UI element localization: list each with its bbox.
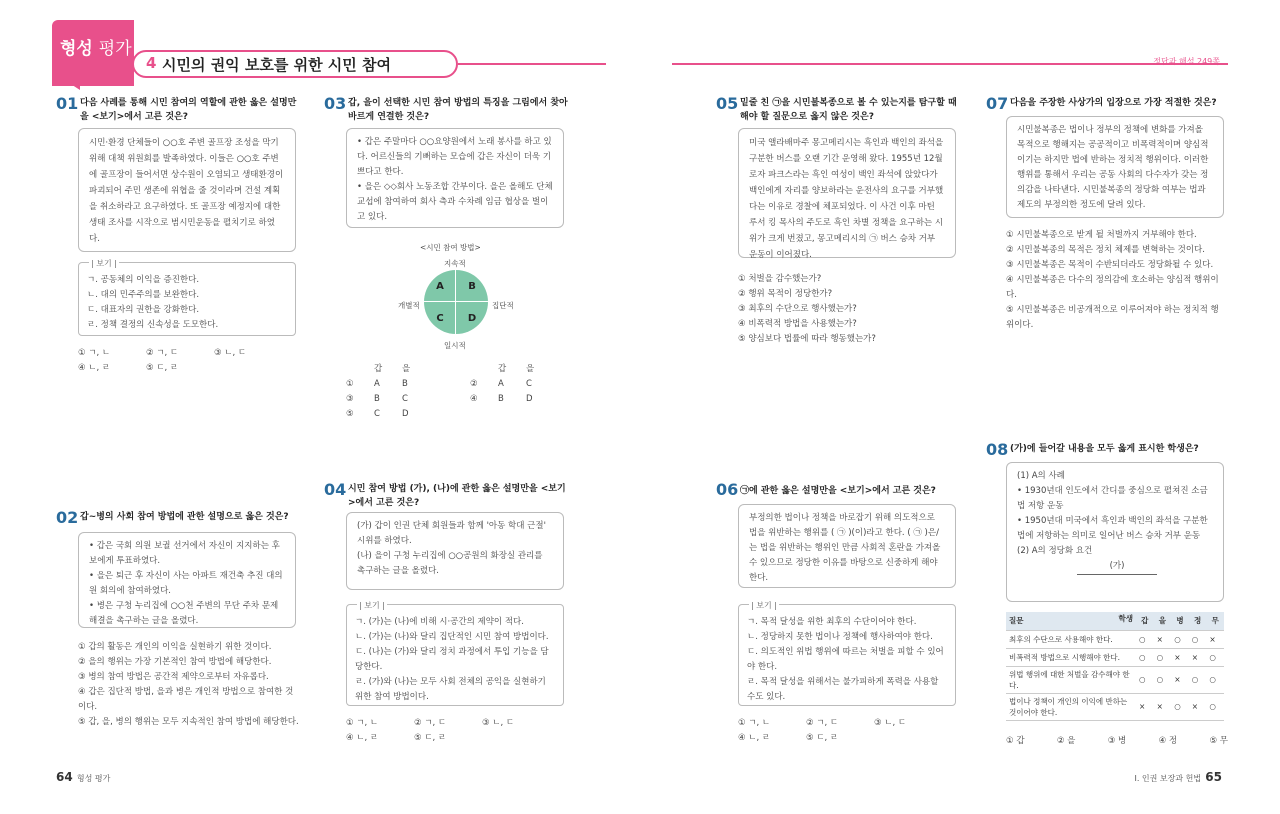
answer-option[interactable]: ② ㄱ, ㄷ: [806, 718, 839, 728]
answer-option[interactable]: ④ 시민불복종은 다수의 정의감에 호소하는 양심적 행위이다.: [1006, 275, 1219, 300]
bogi-item: ㄴ. 대의 민주주의를 보완한다.: [87, 290, 200, 300]
section-tag-label: 형성 평가: [60, 39, 132, 59]
table-header-question: 질문 학생: [1006, 612, 1136, 630]
question-number: 04: [324, 480, 347, 499]
answer-option[interactable]: ④ 정: [1158, 736, 1178, 746]
case-title: (1) A의 사례: [1017, 471, 1065, 481]
quadrant-label: A: [436, 280, 444, 292]
student-answer-table: [1006, 612, 1224, 721]
answer-options: [738, 272, 958, 347]
section-tag-pointer: [52, 72, 80, 90]
table-row: 법이나 정책이 개인의 이익에 반하는 것이어야 한다. × × ○ × ○: [1006, 693, 1224, 720]
answer-option[interactable]: ⑤ ㄷ, ㄹ: [414, 733, 447, 743]
question-number: 06: [716, 480, 739, 499]
answer-option[interactable]: ④ ㄴ, ㄹ: [738, 733, 771, 743]
bogi-box: [346, 601, 564, 706]
bogi-item: ㄹ. 정책 결정의 신속성을 도모한다.: [87, 320, 219, 330]
student-header: 정: [1189, 612, 1207, 630]
quadrant-label: C: [436, 312, 444, 324]
page-footer-left: [56, 770, 110, 784]
axis-label-left: 개별적: [398, 301, 420, 310]
passage-item: • 병은 구청 누리집에 ○○천 주변의 무단 주차 문제 해결을 촉구하는 글을 올렸다.: [89, 601, 279, 626]
answer-option[interactable]: ① 처벌을 감수했는가?: [738, 274, 822, 284]
quadrant-label: D: [467, 312, 477, 324]
answer-options: [1006, 734, 1228, 749]
bogi-item: ㄷ. 대표자의 권한을 강화한다.: [87, 305, 200, 315]
footer-label: I. 인권 보장과 헌법: [1134, 774, 1202, 783]
case-item: • 1930년대 인도에서 간디를 중심으로 펼쳐진 소금법 저항 운동: [1017, 486, 1208, 511]
bogi-item: ㄷ. 의도적인 위법 행위에 따르는 처벌을 피할 수 있어야 한다.: [747, 647, 944, 672]
question-text: 갑~병의 사회 참여 방법에 관한 설명으로 옳은 것은?: [80, 512, 289, 522]
answer-options: [1006, 228, 1226, 333]
page-number: 64: [56, 770, 73, 784]
bogi-item: ㄴ. (가)는 (나)와 달리 집단적인 시민 참여 방법이다.: [355, 632, 549, 642]
answer-options: [78, 346, 298, 376]
axis-label-bottom: 일시적: [444, 341, 466, 350]
bogi-label: | 보기 |: [357, 598, 387, 613]
answer-option[interactable]: ③ 시민불복종은 목적이 수반되더라도 정당화될 수 있다.: [1006, 260, 1214, 270]
question-number: 01: [56, 94, 79, 113]
participation-diagram: [424, 270, 488, 334]
answer-option[interactable]: ④ ㄴ, ㄹ: [78, 363, 111, 373]
table-row: 최후의 수단으로 사용해야 한다. ○ × ○ ○ ×: [1006, 630, 1224, 648]
student-header: 병: [1171, 612, 1189, 630]
passage-item: (가) 갑이 인권 단체 회원들과 함께 '아동 학대 근절' 시위를 하였다.: [357, 521, 546, 546]
answer-option[interactable]: ③ ㄴ, ㄷ: [874, 718, 907, 728]
diagram-title: <시민 참여 방법>: [420, 243, 481, 252]
answer-option[interactable]: ⑤ ㄷ, ㄹ: [146, 363, 179, 373]
answer-option[interactable]: ④ 갑은 집단적 방법, 을과 병은 개인적 방법으로 참여한 것이다.: [78, 687, 294, 712]
blank-field: (가): [1077, 559, 1157, 575]
bogi-item: ㄷ. (나)는 (가)와 달리 정치 과정에서 투입 기능을 담당한다.: [355, 647, 549, 672]
question-text: ㉠에 관한 옳은 설명만을 <보기>에서 고른 것은?: [740, 486, 936, 496]
answer-option[interactable]: ② 시민불복종의 목적은 정치 체제를 변혁하는 것이다.: [1006, 245, 1205, 255]
case-item: • 1950년대 미국에서 흑인과 백인의 좌석을 구분한 법에 저항하는 의미로 일어난 버스 승차 거부 운동: [1017, 516, 1208, 541]
student-header: 무: [1206, 612, 1224, 630]
passage-box: 부정의한 법이나 정책을 바로잡기 위해 의도적으로 법을 위반하는 행위를 ( ㉠ )(이)라고 한다. ( ㉠ )은/는 법을 위반하는 행위인 만큼 사회적 혼란을 가져올 수 있으므로 정당한 이유를 바탕으로 신중하게 해야 한다.: [738, 504, 956, 588]
answer-options: [346, 362, 566, 422]
passage-box: [1006, 462, 1224, 602]
column-head: 갑: [498, 364, 507, 374]
bogi-item: ㄱ. 목적 달성을 위한 최후의 수단이어야 한다.: [747, 617, 917, 627]
student-header: 갑: [1136, 612, 1154, 630]
answer-option[interactable]: ① 갑의 활동은 개인의 이익을 실현하기 위한 것이다.: [78, 642, 272, 652]
answer-option[interactable]: ③ B C ④ B D: [346, 394, 533, 404]
quadrant-label: B: [468, 280, 476, 292]
answer-option[interactable]: ⑤ 무: [1209, 736, 1228, 746]
axis-label-top: 지속적: [444, 259, 466, 268]
bogi-box: [738, 601, 956, 706]
passage-item: • 을은 퇴근 후 자신이 사는 아파트 재건축 추진 대의원 회의에 참여하였다.: [89, 571, 283, 596]
question-number: 07: [986, 94, 1009, 113]
bogi-item: ㄱ. (가)는 (나)에 비해 시·공간의 제약이 적다.: [355, 617, 524, 627]
bogi-item: ㄱ. 공동체의 이익을 증진한다.: [87, 275, 200, 285]
answer-option[interactable]: ① ㄱ, ㄴ: [346, 718, 379, 728]
answer-reference: 정답과 해설 249쪽: [1153, 57, 1220, 66]
answer-option[interactable]: ① ㄱ, ㄴ: [738, 718, 771, 728]
answer-options: [346, 716, 566, 746]
question-number: 03: [324, 94, 347, 113]
passage-box: 미국 앨라배마주 몽고메리시는 흑인과 백인의 좌석을 구분한 버스를 오랜 기간 운영해 왔다. 1955년 12월 로자 파크스라는 흑인 여성이 백인 좌석에 앉았다가 백인에게 자리를 양보하라는 운전사의 요구를 거부했다는 이유로 경찰에 체포되었다. 이 사건 이후 마틴 루서 킹 목사의 주도로 흑인 차별 정책을 요구하는 시위가 크게 번졌고, 몽고메리시의 ㉠ 버스 승차 거부 운동이 이어졌다.: [738, 128, 956, 258]
page-footer-right: [1134, 770, 1222, 784]
passage-item: (나) 을이 구청 누리집에 ○○공원의 화장실 관리를 촉구하는 글을 올렸다.: [357, 551, 543, 576]
column-head: 갑: [374, 364, 383, 374]
unit-title: 시민의 권익 보호를 위한 시민 참여: [162, 56, 391, 74]
answer-options: [78, 640, 300, 730]
passage-item: • 갑은 국회 의원 보궐 선거에서 자신이 지지하는 후보에게 투표하였다.: [89, 541, 280, 566]
student-header: 을: [1154, 612, 1172, 630]
bogi-label: | 보기 |: [749, 598, 779, 613]
answer-option[interactable]: ⑤ ㄷ, ㄹ: [806, 733, 839, 743]
footer-label: 형성 평가: [76, 774, 111, 783]
unit-number: 4: [146, 54, 157, 72]
bogi-item: ㄴ. 정당하지 못한 법이나 정책에 행사하여야 한다.: [747, 632, 933, 642]
answer-option[interactable]: ④ ㄴ, ㄹ: [346, 733, 379, 743]
answer-option[interactable]: ② ㄱ, ㄷ: [414, 718, 447, 728]
answer-option[interactable]: ⑤ 양심보다 법률에 따라 행동했는가?: [738, 334, 876, 344]
answer-option[interactable]: ⑤ C D: [346, 409, 409, 419]
passage-item: • 갑은 주말마다 ○○요양원에서 노래 봉사를 하고 있다. 어르신들의 기뻐하는 모습에 갑은 자신이 더욱 기쁘다고 한다.: [357, 137, 552, 177]
answer-option[interactable]: ③ ㄴ, ㄷ: [214, 348, 247, 358]
answer-option[interactable]: ③ ㄴ, ㄷ: [482, 718, 515, 728]
page-number: 65: [1205, 770, 1222, 784]
bogi-item: ㄹ. 목적 달성을 위해서는 불가피하게 폭력을 사용할 수도 있다.: [747, 677, 939, 702]
question-text: 시민 참여 방법 (가), (나)에 관한 옳은 설명만을 <보기>에서 고른 것은?: [348, 484, 566, 508]
answer-option[interactable]: ① 갑: [1006, 736, 1025, 746]
answer-option[interactable]: ① A B ② A C: [346, 379, 532, 389]
question-text: 갑, 을이 선택한 시민 참여 방법의 특징을 그림에서 찾아 바르게 연결한 것은?: [348, 98, 568, 122]
axis-label-right: 집단적: [492, 301, 514, 310]
question-number: 05: [716, 94, 739, 113]
question-text: 밑줄 친 ㉠을 시민불복종으로 볼 수 있는지를 탐구할 때 해야 할 질문으로 옳지 않은 것은?: [740, 98, 957, 122]
question-number: 08: [986, 440, 1009, 459]
answer-option[interactable]: ⑤ 갑, 을, 병의 행위는 모두 지속적인 참여 방법에 해당한다.: [78, 717, 299, 727]
answer-option[interactable]: ④ 비폭력적 방법을 사용했는가?: [738, 319, 857, 329]
answer-option[interactable]: ③ 최후의 수단으로 행사했는가?: [738, 304, 857, 314]
answer-option[interactable]: ⑤ 시민불복종은 비공개적으로 이루어져야 하는 정치적 행위이다.: [1006, 305, 1219, 330]
answer-option[interactable]: ② 을의 행위는 가장 기본적인 참여 방법에 해당한다.: [78, 657, 272, 667]
answer-option[interactable]: ② 을: [1056, 736, 1076, 746]
passage-box: [346, 512, 564, 590]
answer-option[interactable]: ③ 병의 참여 방법은 공간적 제약으로부터 자유롭다.: [78, 672, 269, 682]
answer-option[interactable]: ① ㄱ, ㄴ: [78, 348, 111, 358]
passage-box: 시민불복종은 법이나 정부의 정책에 변화를 가져올 목적으로 행해지는 공공적이고 비폭력적이며 양심적이기는 하지만 법에 반하는 정치적 행위이다. 이러한 행위를 통해서 우리는 공동 사회의 다수자가 갖는 정의감을 나타낸다. 시민불복종의 정당화 여부는 법과 제도의 부정의한 정도에 달려 있다.: [1006, 116, 1224, 218]
passage-box: [346, 128, 564, 228]
passage-item: • 을은 ◇◇회사 노동조합 간부이다. 을은 올해도 단체 교섭에 참여하여 회사 측과 수차례 임금 협상을 벌이고 있다.: [357, 182, 553, 222]
passage-box: 시민·환경 단체들이 ○○호 주변 골프장 조성을 막기 위해 대책 위원회를 발족하였다. 이들은 ○○호 주변에 골프장이 들어서면 상수원이 오염되고 생태환경이 파괴되어 주민 생존에 위협을 줄 것이라며 건설 계획을 취소하라고 요구하였다. 또 골프장 예정지에 대한 생태 조사를 시작으로 범시민운동을 펼치기로 하였다.: [78, 128, 296, 252]
answer-option[interactable]: ③ 병: [1107, 736, 1127, 746]
question-text: (가)에 들어갈 내용을 모두 옳게 표시한 학생은?: [1010, 444, 1199, 454]
answer-option[interactable]: ② 행위 목적이 정당한가?: [738, 289, 833, 299]
question-text: 다음을 주장한 사상가의 입장으로 가장 적절한 것은?: [1010, 98, 1217, 108]
column-head: 을: [402, 364, 411, 374]
answer-option[interactable]: ① 시민불복종으로 받게 될 처벌까지 거부해야 한다.: [1006, 230, 1197, 240]
table-row: 위법 행위에 대한 처벌을 감수해야 한다. ○ ○ × ○ ○: [1006, 666, 1224, 693]
bogi-item: ㄹ. (가)와 (나)는 모두 사회 전체의 공익을 실현하기 위한 참여 방법이다.: [355, 677, 546, 702]
column-head: 을: [526, 364, 535, 374]
passage-box: [78, 532, 296, 628]
header-rule-right: [672, 63, 1228, 65]
question-number: 02: [56, 508, 79, 527]
table-row: 비폭력적 방법으로 시행해야 한다. ○ ○ × × ○: [1006, 648, 1224, 666]
question-text: 다음 사례를 통해 시민 참여의 역할에 관한 옳은 설명만을 <보기>에서 고른 것은?: [80, 98, 297, 122]
answer-option[interactable]: ② ㄱ, ㄷ: [146, 348, 179, 358]
answer-options: [738, 716, 958, 746]
bogi-box: [78, 259, 296, 336]
header-rule-left: [458, 63, 606, 65]
bogi-label: | 보기 |: [89, 256, 119, 271]
requirement-title: (2) A의 정당화 요건: [1017, 546, 1093, 556]
